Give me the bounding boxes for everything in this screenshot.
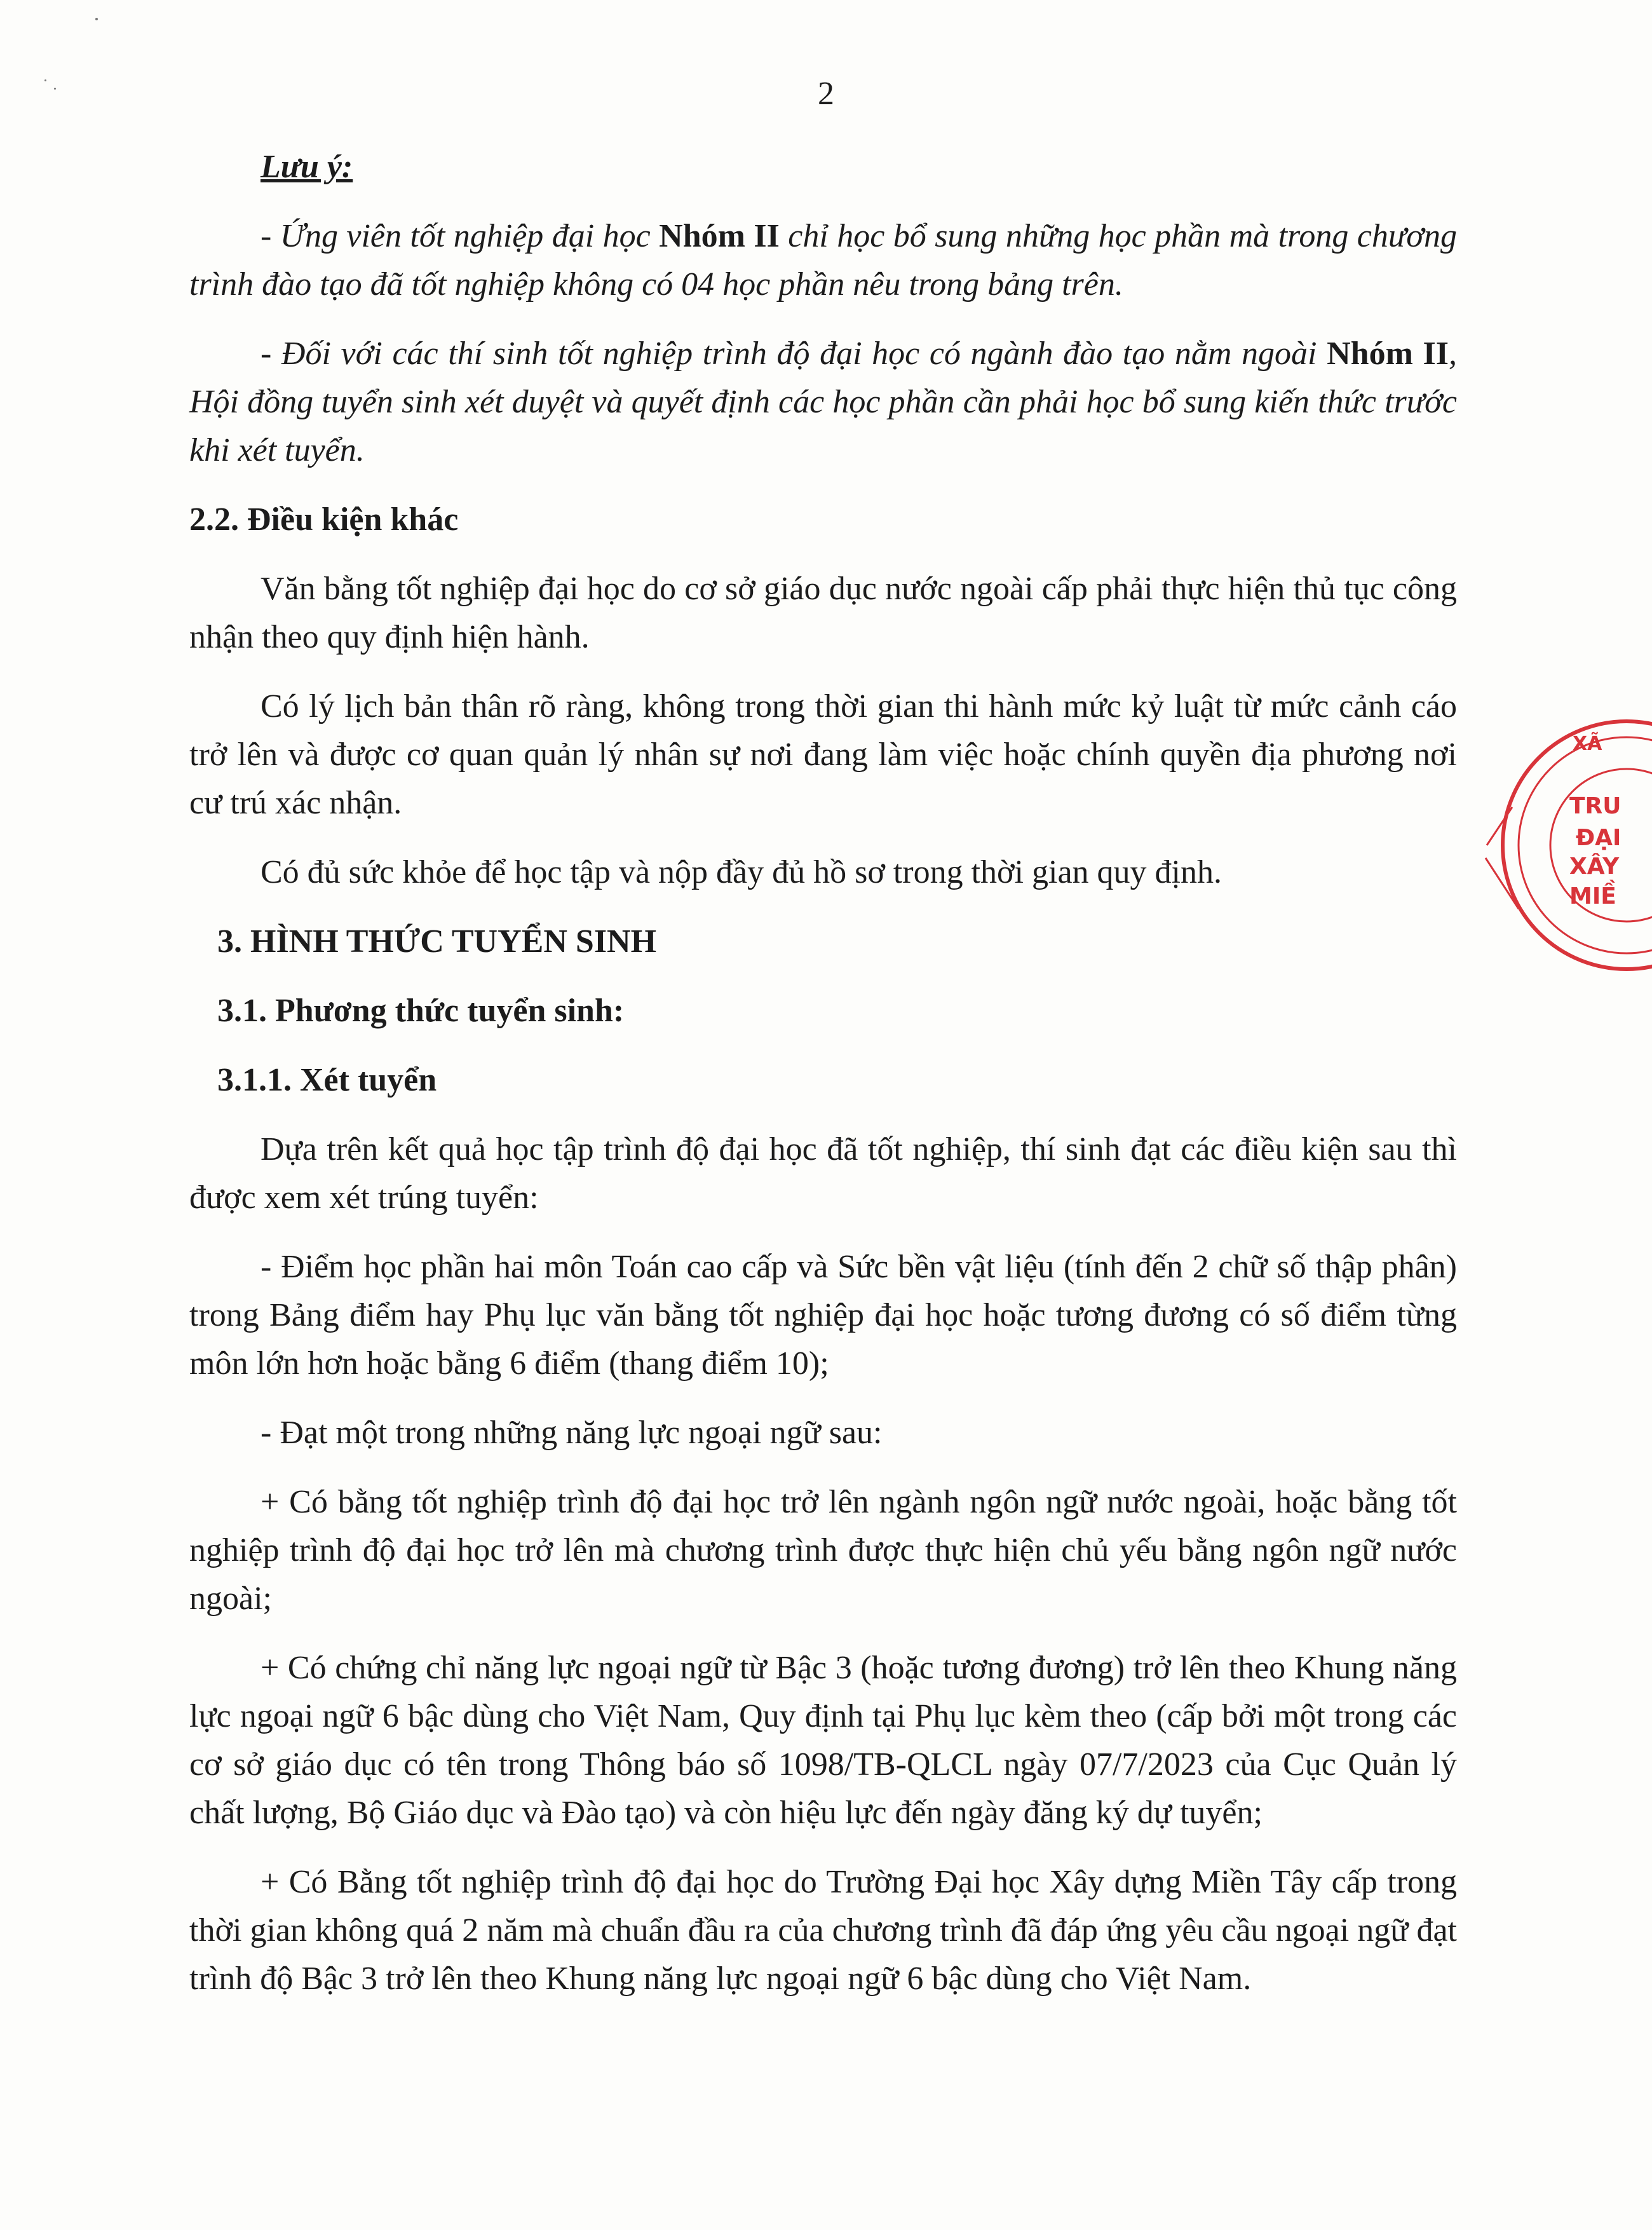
section-3-paragraph-6: + Có Bằng tốt nghiệp trình độ đại học do Trường Đại học Xây dựng Miền Tây cấp trong thời gian không quá 2 năm mà chuẩn đầu ra của chương trình đã đáp ứng yêu cầu ngoại ngữ đạt trình độ Bậc 3 trở lên theo Khung năng lực ngoại ngữ 6 bậc dùng cho Việt Nam. [189, 1864, 1457, 1997]
note-item-2-pre: - Đối với các thí sinh tốt nghiệp trình độ đại học có ngành đào tạo nằm ngoài [261, 336, 1327, 372]
note-item-1-pre: - Ứng viên tốt nghiệp đại học [261, 218, 660, 254]
section-2-2-paragraph-1: Văn bằng tốt nghiệp đại học do cơ sở giáo dục nước ngoài cấp phải thực hiện thủ tục công nhận theo quy định hiện hành. [189, 571, 1457, 655]
seal-graphic [1474, 718, 1639, 985]
seal-text-line: XÂY [1569, 853, 1620, 880]
official-seal-stamp [1474, 718, 1639, 985]
section-3-paragraph-2: - Điểm học phần hai môn Toán cao cấp và Sức bền vật liệu (tính đến 2 chữ số thập phân) trong Bảng điểm hay Phụ lục văn bằng tốt nghiệp đại học hoặc tương đương có số điểm từng môn lớn hơn hoặc bằng 6 điểm (thang điểm 10); [189, 1249, 1457, 1382]
note-title-text: Lưu ý: [261, 149, 353, 185]
note-item-2 [189, 330, 1457, 475]
section-2-2-heading: 2.2. Điều kiện khác [189, 501, 459, 538]
section-3-1-heading: 3.1. Phương thức tuyển sinh: [217, 993, 625, 1029]
seal-text-line: XÃ [1573, 733, 1602, 755]
section-2-2-paragraph-2: Có lý lịch bản thân rõ ràng, không trong thời gian thi hành mức kỷ luật từ mức cảnh cáo trở lên và được cơ quan quản lý nhân sự nơi đang làm việc hoặc chính quyền địa phương nơi cư trú xác nhận. [189, 688, 1457, 821]
scan-speck [95, 18, 98, 20]
section-3-1-1-heading: 3.1.1. Xét tuyển [217, 1062, 437, 1098]
note-item-1 [189, 212, 1457, 309]
section-3-heading: 3. HÌNH THỨC TUYỂN SINH [217, 923, 657, 960]
note-item-1-post: chỉ học bổ sung những học phần mà trong chương trình đào tạo đã tốt nghiệp không có 04 học phần nêu trong bảng trên. [189, 218, 1457, 303]
note-item-2-bold: Nhóm II [1327, 336, 1449, 372]
seal-text-line: TRU [1569, 793, 1622, 819]
seal-text-line: ĐẠI [1576, 825, 1622, 851]
document-body [189, 143, 1457, 2024]
section-3-paragraph-1: Dựa trên kết quả học tập trình độ đại học đã tốt nghiệp, thí sinh đạt các điều kiện sau thì được xem xét trúng tuyển: [189, 1131, 1457, 1216]
section-3-paragraph-3: - Đạt một trong những năng lực ngoại ngữ sau: [261, 1415, 883, 1451]
seal-text-line: MIỀ [1569, 883, 1616, 909]
section-2-2-paragraph-3: Có đủ sức khỏe để học tập và nộp đầy đủ hồ sơ trong thời gian quy định. [261, 854, 1222, 890]
section-3-paragraph-5: + Có chứng chỉ năng lực ngoại ngữ từ Bậc 3 (hoặc tương đương) trở lên theo Khung năng lực ngoại ngữ 6 bậc dùng cho Việt Nam, Quy định tại Phụ lục kèm theo (cấp bởi một trong các cơ sở giáo dục có tên trong Thông báo số 1098/TB-QLCL ngày 07/7/2023 của Cục Quản lý chất lượng, Bộ Giáo dục và Đào tạo) và còn hiệu lực đến ngày đăng ký dự tuyển; [189, 1650, 1457, 1831]
note-title [189, 143, 1457, 191]
section-3-paragraph-4: + Có bằng tốt nghiệp trình độ đại học trở lên ngành ngôn ngữ nước ngoài, hoặc bằng tốt nghiệp trình độ đại học trở lên mà chương trình được thực hiện chủ yếu bằng ngôn ngữ nước ngoài; [189, 1484, 1457, 1617]
page-number: 2 [818, 76, 834, 112]
note-item-2-post: , Hội đồng tuyển sinh xét duyệt và quyết định các học phần cần phải học bổ sung kiến thức trước khi xét tuyển. [189, 336, 1457, 468]
note-item-1-bold: Nhóm II [659, 218, 780, 254]
